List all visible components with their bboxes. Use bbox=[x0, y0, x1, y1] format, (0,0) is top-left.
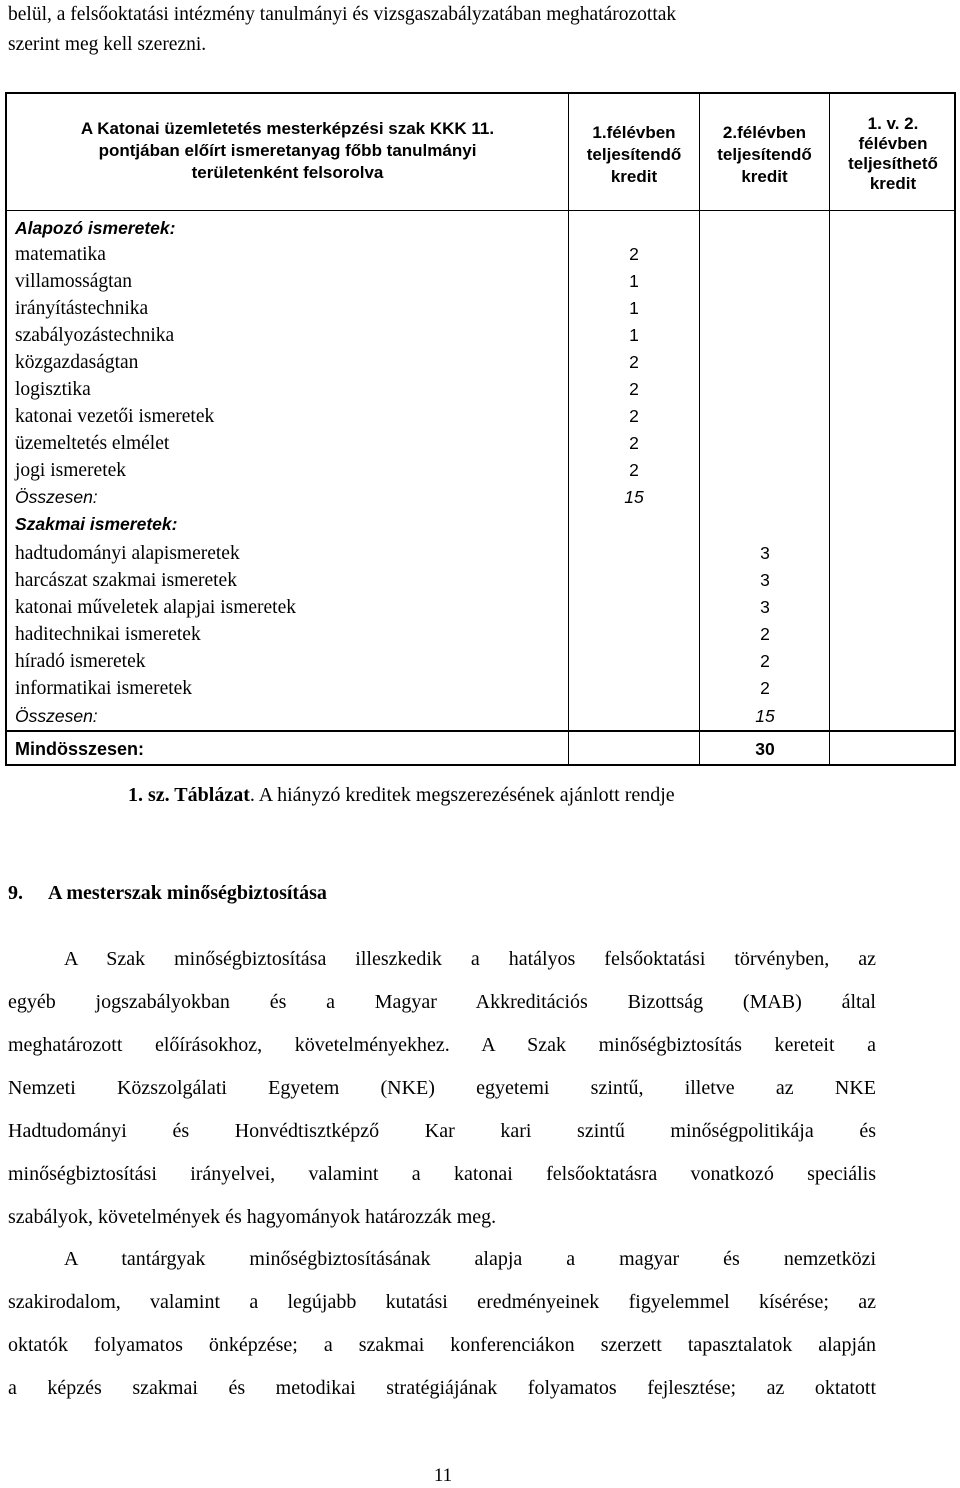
credit-value: 2 bbox=[760, 678, 770, 698]
header-line: teljesítendő bbox=[717, 145, 812, 164]
table-row bbox=[7, 403, 956, 430]
page-number: 11 bbox=[433, 1465, 453, 1486]
section-title-row bbox=[7, 215, 956, 242]
header-semester2 bbox=[700, 122, 829, 188]
section-number: 9. bbox=[8, 882, 23, 904]
paragraph-line: A Szak minőségbiztosítása illeszkedik a hatályos felsőoktatási törvényben, az bbox=[64, 948, 876, 970]
header-line: teljesítendő bbox=[586, 145, 682, 164]
paragraph-line: szabályok, követelmények és hagyományok határozzák meg. bbox=[8, 1206, 497, 1228]
subtotal-value: 15 bbox=[624, 487, 644, 507]
subject-label: katonai vezetői ismeretek bbox=[15, 406, 215, 427]
header-line: 1. v. 2. bbox=[867, 114, 919, 133]
header-subjects bbox=[7, 118, 568, 184]
header-line: kredit bbox=[741, 167, 788, 186]
credit-value: 2 bbox=[760, 624, 770, 644]
table-row bbox=[7, 648, 956, 675]
subject-label: logisztika bbox=[15, 379, 91, 400]
header-semester1 bbox=[569, 122, 699, 188]
table-row bbox=[7, 349, 956, 376]
table-row bbox=[7, 268, 956, 295]
grand-total-row bbox=[7, 736, 956, 763]
header-line: kredit bbox=[869, 174, 917, 193]
section-title-text: A mesterszak minőségbiztosítása bbox=[48, 882, 327, 904]
header-line: 2.félévben bbox=[722, 123, 807, 142]
table-row bbox=[7, 540, 956, 567]
header-line: 1.félévben bbox=[592, 123, 676, 142]
paragraph-line: minőségbiztosítási irányelvei, valamint a katonai felsőoktatásra vonatkozó speciális bbox=[8, 1163, 876, 1185]
subject-label: hadtudományi alapismeretek bbox=[15, 543, 240, 564]
subject-label: haditechnikai ismeretek bbox=[15, 624, 201, 645]
intro-text bbox=[8, 0, 948, 60]
credit-value: 3 bbox=[760, 597, 770, 617]
section-title: Szakmai ismeretek: bbox=[15, 514, 178, 534]
credit-value: 3 bbox=[760, 543, 770, 563]
paragraph-line: a képzés szakmai és metodikai stratégiájának folyamatos fejlesztése; az oktatott bbox=[8, 1377, 876, 1399]
header-line: A Katonai üzemletetés mesterképzési szak KKK 11. bbox=[80, 119, 495, 138]
credit-value: 1 bbox=[629, 325, 639, 345]
credit-value: 2 bbox=[629, 379, 639, 399]
table-row bbox=[7, 241, 956, 268]
subject-label: üzemeltetés elmélet bbox=[15, 433, 170, 454]
table-row bbox=[7, 322, 956, 349]
table-row bbox=[7, 430, 956, 457]
table-divider bbox=[7, 210, 954, 211]
intro-line: belül, a felsőoktatási intézmény tanulmányi és vizsgaszabályzatában meghatározottak bbox=[8, 4, 677, 25]
paragraph-line: Hadtudományi és Honvédtisztképző Kar kari szintű minőségpolitikája és bbox=[8, 1120, 876, 1142]
credit-value: 2 bbox=[629, 406, 639, 426]
grand-total-label: Mindösszesen: bbox=[15, 739, 145, 759]
table-row bbox=[7, 295, 956, 322]
section-title: Alapozó ismeretek: bbox=[15, 218, 176, 238]
credit-value: 3 bbox=[760, 570, 770, 590]
subject-label: villamosságtan bbox=[15, 271, 132, 292]
credit-value: 2 bbox=[629, 352, 639, 372]
table-row bbox=[7, 457, 956, 484]
caption-label: 1. sz. Táblázat bbox=[128, 784, 250, 806]
subject-label: katonai műveletek alapjai ismeretek bbox=[15, 597, 297, 618]
subject-label: híradó ismeretek bbox=[15, 651, 146, 672]
subtotal-label: Összesen: bbox=[15, 487, 98, 507]
subtotal-row bbox=[7, 484, 956, 511]
credit-value: 2 bbox=[760, 651, 770, 671]
header-line: félévben bbox=[858, 134, 928, 153]
subject-label: irányítástechnika bbox=[15, 298, 149, 319]
header-line: kredit bbox=[610, 167, 658, 186]
table-divider bbox=[7, 730, 954, 732]
credit-value: 2 bbox=[629, 433, 639, 453]
header-line: pontjában előírt ismeretanyag főbb tanulmányi bbox=[98, 141, 477, 160]
subject-label: harcászat szakmai ismeretek bbox=[15, 570, 237, 591]
paragraph-line: meghatározott előírásokhoz, követelményekhez. A Szak minőségbiztosítás kereteit a bbox=[8, 1034, 876, 1056]
table-row bbox=[7, 567, 956, 594]
header-either-semester bbox=[830, 114, 956, 194]
credit-value: 1 bbox=[629, 298, 639, 318]
subject-label: szabályozástechnika bbox=[15, 325, 175, 346]
credit-table bbox=[5, 92, 956, 766]
section-heading bbox=[8, 878, 327, 908]
section-title-row bbox=[7, 511, 956, 538]
credit-value: 2 bbox=[629, 244, 639, 264]
paragraph-line: szakirodalom, valamint a legújabb kutatási eredményeinek figyelemmel kísérése; az bbox=[8, 1291, 876, 1313]
paragraph-line: egyéb jogszabályokban és a Magyar Akkreditációs Bizottság (MAB) által bbox=[8, 991, 876, 1013]
caption-text: . A hiányzó kreditek megszerezésének ajánlott rendje bbox=[249, 784, 675, 806]
table-row bbox=[7, 621, 956, 648]
credit-value: 2 bbox=[629, 460, 639, 480]
header-line: területenként felsorolva bbox=[191, 163, 384, 182]
subtotal-value: 15 bbox=[755, 706, 775, 726]
subject-label: közgazdaságtan bbox=[15, 352, 139, 373]
table-row bbox=[7, 594, 956, 621]
paragraph-line: A tantárgyak minőségbiztosításának alapja a magyar és nemzetközi bbox=[64, 1248, 876, 1270]
header-line: teljesíthető bbox=[848, 154, 938, 173]
subject-label: matematika bbox=[15, 244, 106, 265]
paragraph-line: oktatók folyamatos önképzése; a szakmai konferenciákon szerzett tapasztalatok alapján bbox=[8, 1334, 876, 1356]
intro-line: szerint meg kell szerezni. bbox=[8, 34, 207, 55]
subject-label: jogi ismeretek bbox=[15, 460, 127, 481]
subtotal-label: Összesen: bbox=[15, 706, 98, 726]
subject-label: informatikai ismeretek bbox=[15, 678, 193, 699]
table-row bbox=[7, 376, 956, 403]
table-row bbox=[7, 675, 956, 702]
credit-value: 1 bbox=[629, 271, 639, 291]
paragraph-line: Nemzeti Közszolgálati Egyetem (NKE) egyetemi szintű, illetve az NKE bbox=[8, 1077, 876, 1099]
subtotal-row bbox=[7, 703, 956, 730]
table-caption bbox=[128, 780, 675, 810]
grand-total-value: 30 bbox=[755, 739, 775, 759]
